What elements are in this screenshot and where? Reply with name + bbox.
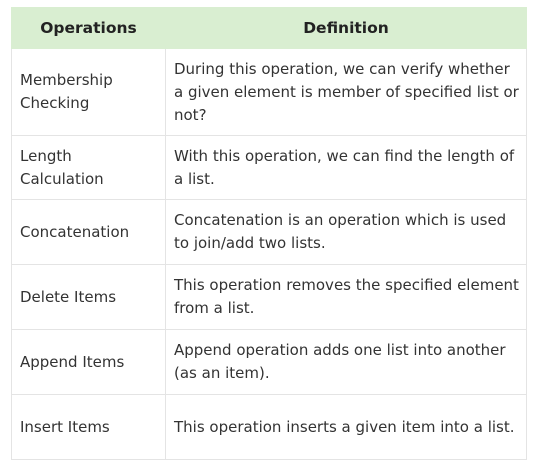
table-row [12, 330, 527, 395]
operation-cell: Append Items [12, 330, 166, 395]
table-row [12, 49, 527, 136]
definition-cell: Concatenation is an operation which is used to join/add two lists. [166, 200, 527, 265]
operation-cell: Insert Items [12, 395, 166, 460]
operation-cell: Delete Items [12, 265, 166, 330]
operation-cell: Membership Checking [12, 49, 166, 136]
table-row [12, 136, 527, 200]
operation-cell: Length Calculation [12, 136, 166, 200]
table-row [12, 395, 527, 460]
header-operations: Operations [12, 8, 166, 49]
table-row [12, 265, 527, 330]
header-definition: Definition [166, 8, 527, 49]
definition-cell: With this operation, we can find the length of a list. [166, 136, 527, 200]
table-header-row [12, 8, 527, 49]
operations-table-container [11, 7, 526, 460]
definition-cell: During this operation, we can verify whether a given element is member of specified list or not? [166, 49, 527, 136]
definition-cell: Append operation adds one list into another (as an item). [166, 330, 527, 395]
operations-table [11, 7, 527, 460]
operation-cell: Concatenation [12, 200, 166, 265]
definition-cell: This operation inserts a given item into a list. [166, 395, 527, 460]
definition-cell: This operation removes the specified element from a list. [166, 265, 527, 330]
table-row [12, 200, 527, 265]
